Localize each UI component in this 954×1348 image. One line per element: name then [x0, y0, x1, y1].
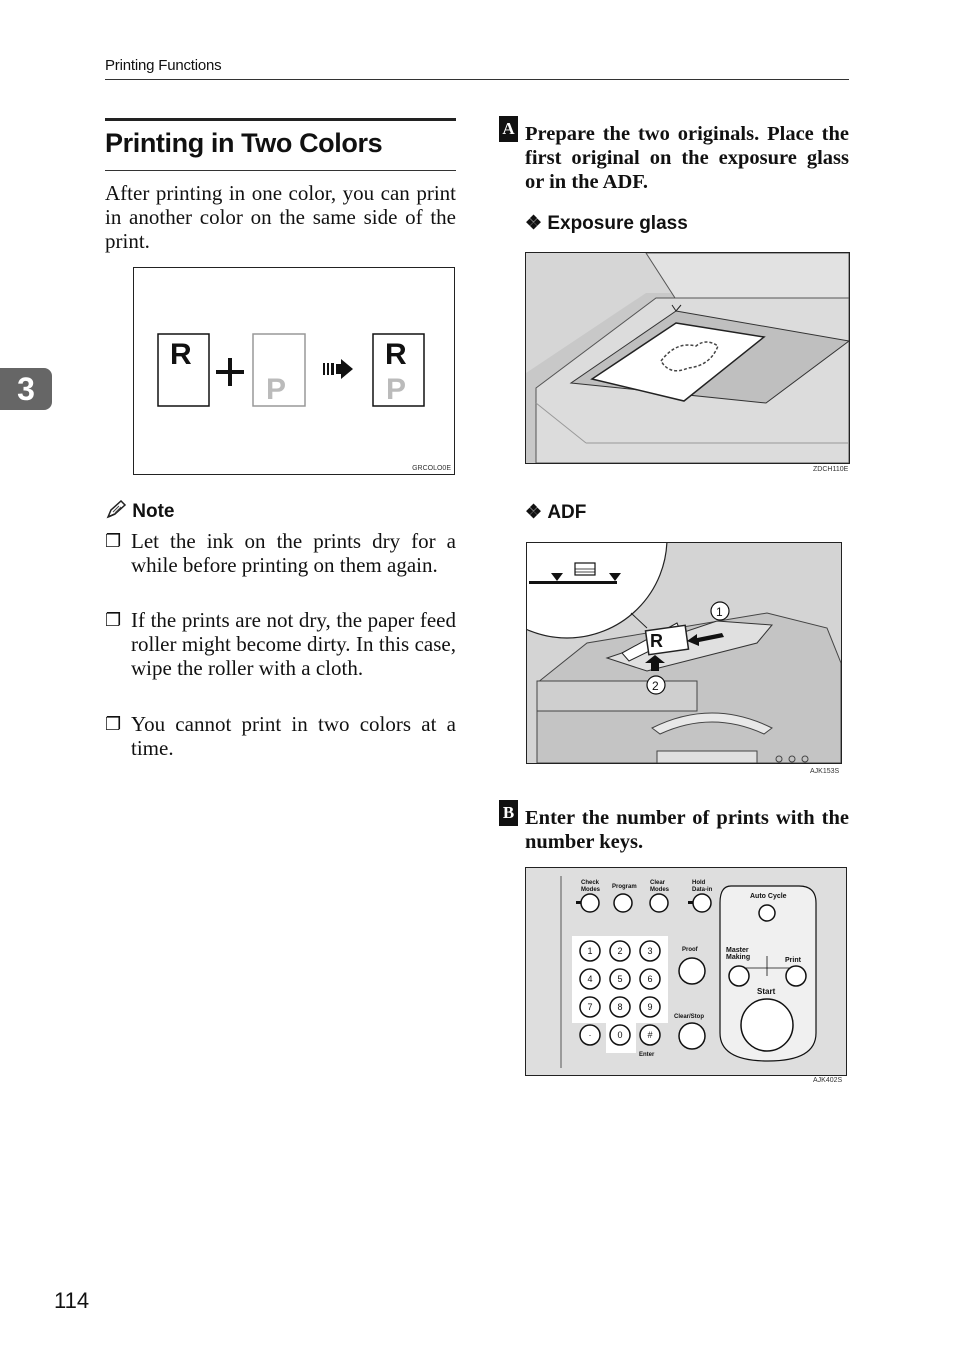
number-key-label: 1 [587, 946, 593, 956]
step-number-1: A [499, 116, 518, 142]
number-key-label: 7 [587, 1002, 593, 1012]
number-key-label: 9 [647, 1002, 653, 1012]
check-modes-key [576, 880, 601, 912]
operation-panel-illustration [526, 868, 846, 1075]
svg-text:Print: Print [785, 957, 801, 964]
panel-code: AJK402S [813, 1077, 843, 1084]
svg-text:Start: Start [757, 987, 776, 996]
program-key [612, 884, 637, 912]
svg-text:Auto Cycle: Auto Cycle [750, 893, 787, 900]
number-key-label: · [588, 1030, 592, 1040]
operation-panel-figure [525, 867, 847, 1076]
note-item: ❐ Let the ink on the prints dry for a while before printing on them again. [105, 529, 456, 577]
clear-modes-key [650, 880, 670, 912]
running-header: Printing Functions [105, 57, 222, 74]
diamond-bullet-icon: ❖ [525, 502, 543, 523]
adf-callout-1: 1 [716, 605, 723, 619]
proof-key [679, 947, 705, 984]
svg-text:Clear/Stop: Clear/Stop [674, 1014, 705, 1020]
number-key-label: 0 [617, 1030, 623, 1040]
enter-label: Enter [639, 1052, 655, 1058]
letter-r-1: R [170, 338, 192, 371]
svg-text:Program: Program [612, 884, 637, 890]
diamond-bullet-icon: ❖ [525, 213, 543, 234]
checkbox-icon: ❐ [105, 714, 122, 734]
two-color-illustration [134, 268, 454, 474]
step-1-text: Prepare the two originals. Place the first original on the exposure glass or in the ADF. [525, 123, 849, 193]
exposure-glass-heading: ❖ Exposure glass [525, 213, 688, 234]
exposure-glass-code: ZDCH110E [813, 466, 849, 473]
number-key-label: 6 [647, 974, 653, 984]
two-color-figure [133, 267, 455, 475]
note-heading: Note [105, 500, 175, 523]
checkbox-icon: ❐ [105, 531, 122, 551]
pencil-icon [105, 500, 127, 520]
step-2-text: Enter the number of prints with the number keys. [525, 807, 849, 853]
exposure-glass-figure [525, 252, 850, 464]
svg-text:Proof: Proof [682, 947, 698, 953]
svg-text:CheckModes: Check Modes [581, 880, 601, 893]
plus-icon [216, 358, 244, 386]
adf-callout-2: 2 [652, 679, 659, 693]
checkbox-icon: ❐ [105, 610, 122, 630]
letter-p-2: P [386, 373, 407, 406]
note-item: ❐ If the prints are not dry, the paper feed roller might become dirty. In this case, wipe the roller with a cloth. [105, 608, 456, 680]
note-item: ❐ You cannot print in two colors at a time. [105, 712, 456, 760]
intro-paragraph: After printing in one color, you can print in another color on the same side of the print. [105, 181, 456, 253]
arrow-icon [323, 359, 353, 379]
letter-r-2: R [385, 338, 407, 371]
svg-text:ClearModes: Clear Modes [650, 880, 670, 893]
svg-text:HoldData-in: Hold Data-in [692, 880, 713, 893]
header-rule [105, 79, 849, 80]
clear-stop-key [674, 1014, 705, 1049]
adf-code: AJK153S [810, 768, 840, 775]
number-key-label: 2 [617, 946, 623, 956]
adf-letter-r: R [650, 631, 663, 651]
exposure-glass-illustration [526, 253, 849, 463]
step-number-2: B [499, 800, 518, 826]
adf-illustration [527, 543, 841, 763]
svg-text:MasterMaking: Master Making [726, 947, 751, 961]
letter-p-1: P [266, 373, 287, 406]
section-title: Printing in Two Colors [105, 128, 383, 158]
hold-data-in-key [688, 880, 713, 912]
title-rule-top [105, 118, 456, 121]
chapter-tab: 3 [0, 368, 52, 410]
adf-heading: ❖ ADF [525, 502, 587, 523]
number-key-label: # [647, 1030, 653, 1040]
number-key-label: 5 [617, 974, 623, 984]
number-key-label: 3 [647, 946, 653, 956]
number-key-label: 8 [617, 1002, 623, 1012]
adf-figure [526, 542, 842, 764]
title-rule-bottom [105, 170, 456, 171]
page-number: 114 [54, 1288, 90, 1313]
figure-code: GRCOLO0E [412, 465, 451, 472]
number-key-label: 4 [587, 974, 593, 984]
